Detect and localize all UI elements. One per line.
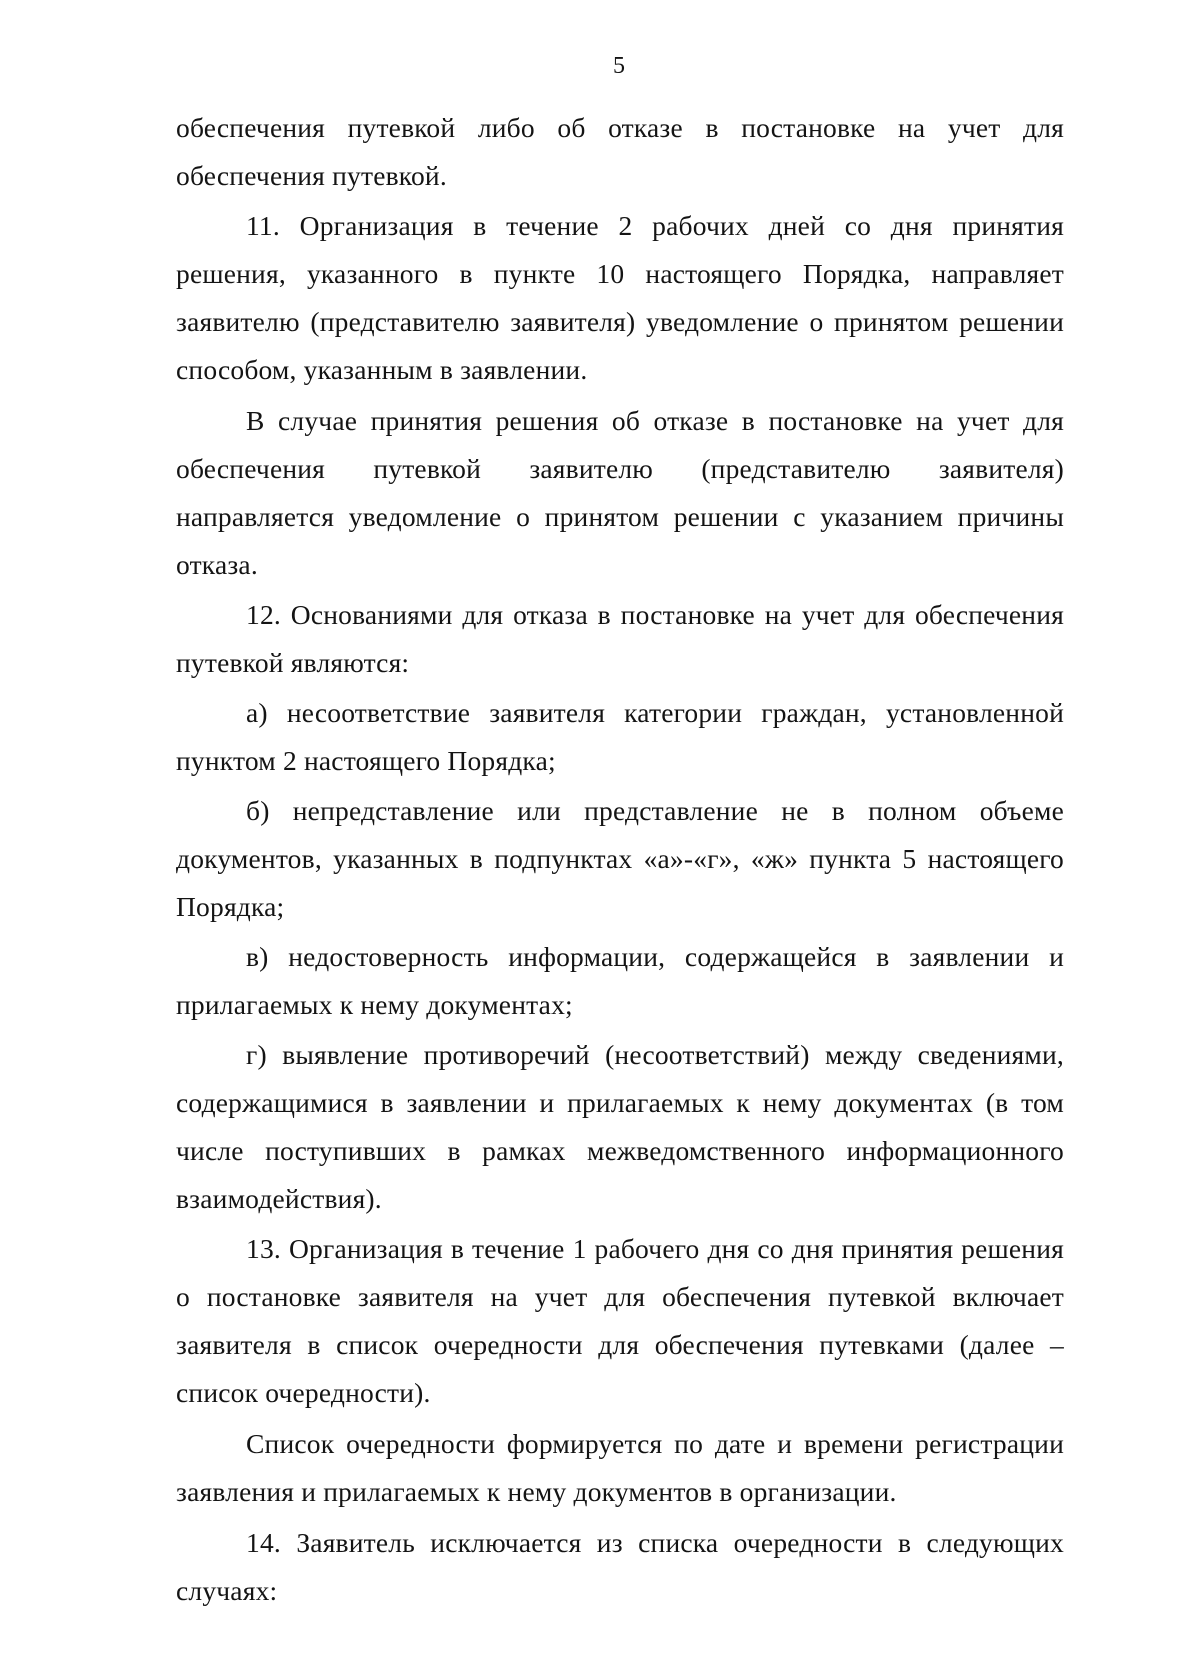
- paragraph-refusal-notice: В случае принятия решения об отказе в постановке на учет для обеспечения путевкой заявителю (представителю заявителя) направляется уведомление о принятом решении с указанием причины отказа.: [176, 405, 1064, 580]
- document-body: [176, 104, 1064, 1615]
- paragraph-14: 14. Заявитель исключается из списка очередности в следующих случаях:: [176, 1527, 1064, 1606]
- list-item-v: в) недостоверность информации, содержащейся в заявлении и прилагаемых к нему документах;: [176, 941, 1064, 1020]
- list-item-a: а) несоответствие заявителя категории граждан, установленной пунктом 2 настоящего Порядка;: [176, 697, 1064, 776]
- list-item-b: б) непредставление или представление не в полном объеме документов, указанных в подпунктах «а»-«г», «ж» пункта 5 настоящего Порядка;: [176, 795, 1064, 922]
- paragraph-12: 12. Основаниями для отказа в постановке на учет для обеспечения путевкой являются:: [176, 599, 1064, 678]
- list-item-g: г) выявление противоречий (несоответствий) между сведениями, содержащимися в заявлении и прилагаемых к нему документах (в том числе поступивших в рамках межведомственного информационного взаимодействия).: [176, 1039, 1064, 1214]
- paragraph-13: 13. Организация в течение 1 рабочего дня со дня принятия решения о постановке заявителя на учет для обеспечения путевкой включает заявителя в список очередности для обеспечения путевками (далее – список очередности).: [176, 1233, 1064, 1408]
- paragraph-continuation: обеспечения путевкой либо об отказе в постановке на учет для обеспечения путевкой.: [176, 112, 1064, 191]
- page-number: 5: [613, 53, 625, 79]
- paragraph-11: 11. Организация в течение 2 рабочих дней со дня принятия решения, указанного в пункте 10 настоящего Порядка, направляет заявителю (представителю заявителя) уведомление о принятом решении способом, указанным в заявлении.: [176, 210, 1064, 385]
- paragraph-queue-formation: Список очередности формируется по дате и времени регистрации заявления и прилагаемых к нему документов в организации.: [176, 1428, 1064, 1507]
